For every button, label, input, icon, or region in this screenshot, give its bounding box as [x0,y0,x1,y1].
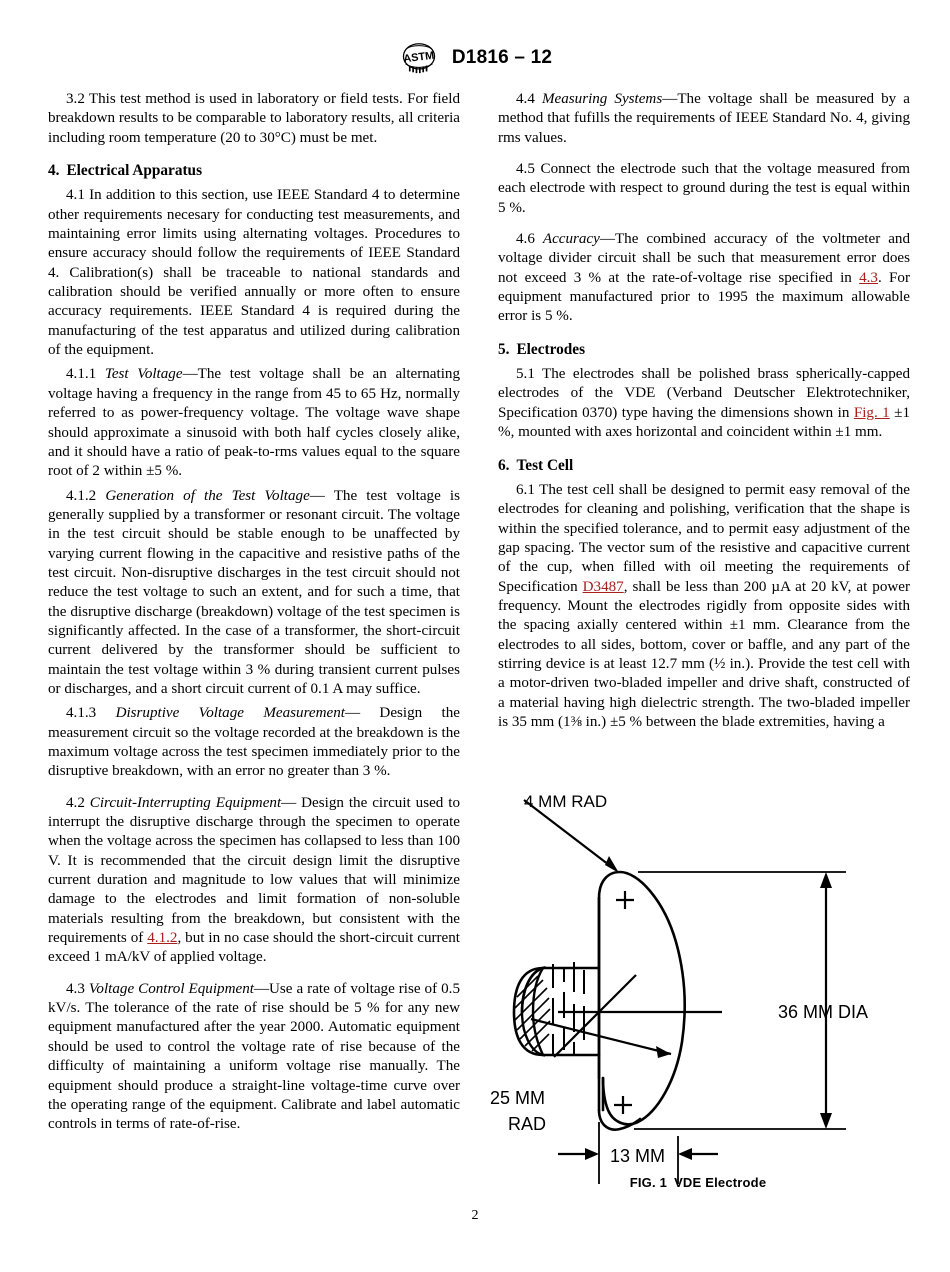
paragraph-4-2-number: 4.2 [66,794,85,811]
paragraph-4-1-3-title: Disruptive Voltage Measurement [115,705,345,722]
paragraph-6-1-body-1: 6.1 The test cell shall be designed to permit easy removal of the electrodes for cleaning and polishing, verification that the shape is within the specified tolerance, and to permit easy adjustment of the gap spacing. The vector sum of the resistive and capacitive current of the cup, when filled with oil meeting the requirements of Specification [498,481,910,595]
paragraph-4-4 [498,90,910,148]
shaft-shading-lines [553,962,584,1054]
radius-arrowhead-25mm [656,1046,671,1058]
paragraph-4-1-3 [48,704,460,781]
figure-1-caption [486,1175,910,1190]
paragraph-4-4-body: —The voltage shall be measured by a method that fufills the requirements of IEEE Standard No. 4, giving rms values. [498,91,910,146]
heading-5-electrodes [498,340,910,359]
heading-4-number: 4. [48,162,60,180]
cross-reference-link-4-1-2[interactable]: 4.1.2 [147,930,178,947]
center-mark-top [616,891,634,909]
paragraph-4-3-body: —Use a rate of voltage rise of 0.5 kV/s. The tolerance of the rate of rise should be 5 % for any new equipment manufactured after the year 2000. Automatic equipment should be used to control the voltage rate of rise because of the difficulty of maintaining a uniform voltage rise manually. The equipment should produce a straight-line voltage-time curve over the operating range of the equipment. Calibrate and label automatic controls in terms of rate-of-rise. [48,980,460,1133]
figure-reference-link-fig-1[interactable]: Fig. 1 [853,404,890,421]
document-designation: D1816 – 12 [451,47,553,68]
heading-6-title: Test Cell [516,456,574,474]
heading-5-number: 5. [498,340,510,358]
paragraph-4-1-3-number: 4.1.3 [66,705,97,722]
paragraph-6-1 [498,481,910,732]
figure-caption-label: FIG. 1 [629,1175,668,1190]
paragraph-4-3 [48,980,460,1135]
paragraph-4-1-3-body: — Design the measurement circuit so the voltage recorded at the breakdown is the maximum voltage across the test specimen immediately prior to the disruptive breakdown, with an error no greater than 3 %. [48,705,460,780]
paragraph-4-1-2 [48,487,460,700]
paragraph-5-1-body-1: 5.1 The electrodes shall be polished brass spherically-capped electrodes of the VDE (Verband Deutscher Elektrotechniker, Specification 0370) type having the dimensions shown in [498,366,910,421]
standard-reference-link-d3487[interactable]: D3487 [582,578,624,595]
heading-4-electrical-apparatus [48,161,460,180]
heading-4-title: Electrical Apparatus [66,162,203,180]
page-header [0,42,950,74]
paragraph-4-4-number: 4.4 [516,91,535,107]
svg-text:ASTM: ASTM [402,49,435,66]
paragraph-4-5: 4.5 Connect the electrode such that the voltage measured from each electrode with respect to ground during the test is equal within 5 %. [498,161,910,216]
paragraph-5-1-body-2: ±1 %, mounted with axes horizontal and coincident within ±1 mm. [498,404,910,441]
paragraph-6-1-body-2: , shall be less than 200 µA at 20 kV, at power frequency. Mount the electrodes rigidly from opposite sides with the spacing axially centered within ±1 mm. Clearance from the electrodes to all sides, bottom, cover or baffle, and any part of the stirring device is at least 12.7 mm (½ in.). Provide the test cell with a motor-driven two-bladed impeller and drive shaft, constructed of a material having high dielectric strength. The two-bladed impeller is 35 mm (1⅜ in.) ±5 % between the blade extremities, having a [498,578,910,730]
electrode-bottom-cap [599,1110,640,1130]
paragraph-5-1 [498,365,910,442]
paragraph-4-1-2-title: Generation of the Test Voltage [105,487,310,504]
paragraph-4-6-body-2: . For equipment manufactured prior to 1995 the maximum allowable error is 5 %. [498,269,910,325]
paragraph-4-4-title: Measuring Systems [541,91,663,107]
paragraph-4-1: 4.1 In addition to this section, use IEEE Standard 4 to determine other requirements necesary for conducting test measurements, and maintaining error limits using alternating voltages. Procedures to ensure accuracy should follow the requirements of IEEE Standard 4. Calibration(s) shall be traceable to national standards and calibration should be verified annually or more often to ensure accuracy requirements. IEEE Standard 4 is required during the manufacturing of the test apparatus and utilized during calibration of the equipment. [48,187,460,359]
paragraph-4-1-2-body: — The test voltage is generally supplied by a transformer or resonant circuit. The voltage in the test circuit should be stable enough to be unaffected by varying current flowing in the capacitive and resistive paths of the test circuit. Non-disruptive discharges in the test circuit should not reduce the test voltage to such an extent, and for such a time, that the disruptive discharge (breakdown) voltage of the test specimen is significantly affected. In the case of a transformer, the short-circuit current delivered by the transformer should be sufficient to maintain the test voltage within 3 % during transient current pulses or discharges, and a short circuit current of 0.1 A may suffice. [48,487,460,697]
paragraph-4-2-title: Circuit-Interrupting Equipment [89,794,282,811]
heading-5-title: Electrodes [516,340,586,358]
vde-electrode-drawing [486,792,910,1212]
label-25mm-rad-line1: 25 MM [490,1088,546,1108]
figure-1-vde-electrode [486,792,910,1212]
paragraph-4-1-1 [48,365,460,481]
paragraph-4-1-1-number: 4.1.1 [66,366,97,383]
center-mark-bottom [614,1096,632,1114]
figure-caption-title: VDE Electrode [674,1175,767,1190]
diameter-dimension-arrow [820,872,832,1129]
astm-logo-icon [398,42,440,74]
label-13mm: 13 MM [610,1146,666,1166]
paragraph-4-2-body-1: — Design the circuit used to interrupt the disruptive discharge through the specimen to operate when the voltage across the specimen has collapsed to less than 100 V. It is recommended that the circuit design limit the disruptive current duration and magnitude to low values that will minimize damage to the electrodes and limit formation of non-soluble materials resulting from the breakdown, but consistent with the requirements of [48,794,460,947]
paragraph-4-3-title: Voltage Control Equipment [88,980,254,997]
page-number: 2 [471,1208,479,1223]
left-column [48,90,460,1135]
paragraph-4-6-number: 4.6 [516,231,535,248]
paragraph-4-3-number: 4.3 [66,980,85,997]
label-25mm-rad-line2: RAD [508,1114,547,1134]
paragraph-3-2: 3.2 This test method is used in laboratory or field tests. For field breakdown results to be comparable to laboratory results, all criteria including room temperature (20 to 30°C) must be met. [48,91,460,146]
heading-6-number: 6. [498,456,510,474]
paragraph-4-1-1-title: Test Voltage [104,366,183,383]
label-4mm-rad: 4 MM RAD [524,792,608,811]
heading-6-test-cell [498,456,910,475]
paragraph-4-2 [48,794,460,968]
paragraph-4-6 [498,230,910,327]
paragraph-4-6-body-1: —The combined accuracy of the voltmeter and voltage divider circuit shall be such that measurement error does not exceed 3 % at the rate-of-voltage rise specified in [498,231,910,286]
cross-reference-link-4-3[interactable]: 4.3 [859,269,878,286]
paragraph-4-1-2-number: 4.1.2 [66,487,97,504]
radius-arrowhead-4mm [605,856,619,873]
paragraph-4-6-title: Accuracy [542,231,600,248]
label-36mm-dia: 36 MM DIA [778,1002,869,1022]
paragraph-4-1-1-body: —The test voltage shall be an alternating voltage having a frequency in the range from 45 to 65 Hz, normally referred to as power-frequency voltage. The voltage wave shape should approximate a sinusoid with both half cycles closely alike, and it should have a ratio of peak-to-rms values equal to the square root of 2 within ±5 %. [48,366,460,480]
paragraph-4-2-body-2: , but in no case should the short-circuit current exceed 1 mA/kV of applied voltage. [48,930,460,966]
